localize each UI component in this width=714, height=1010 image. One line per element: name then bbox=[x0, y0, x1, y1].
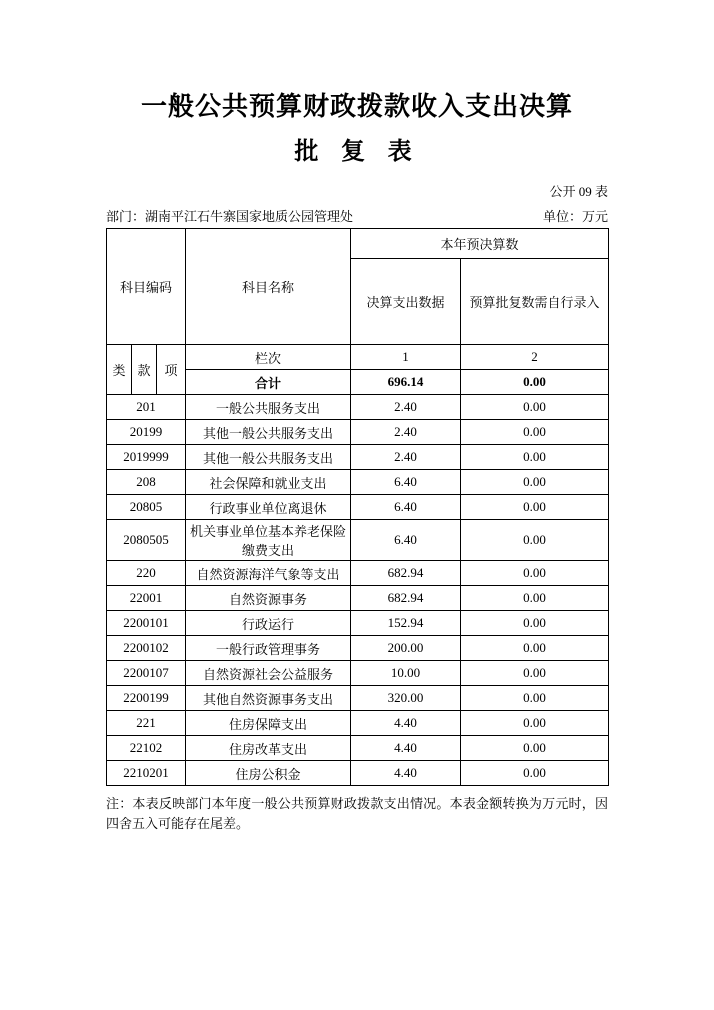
name-cell: 住房改革支出 bbox=[186, 736, 351, 761]
header-class: 类 bbox=[107, 345, 132, 395]
table-row bbox=[107, 661, 609, 686]
name-cell: 社会保障和就业支出 bbox=[186, 470, 351, 495]
name-cell: 自然资源事务 bbox=[186, 586, 351, 611]
budget-cell: 0.00 bbox=[461, 495, 609, 520]
table-row bbox=[107, 395, 609, 420]
budget-cell: 0.00 bbox=[461, 636, 609, 661]
table-row bbox=[107, 636, 609, 661]
table-row bbox=[107, 520, 609, 561]
header-rank-1: 1 bbox=[351, 345, 461, 370]
name-cell: 自然资源社会公益服务 bbox=[186, 661, 351, 686]
name-cell: 住房公积金 bbox=[186, 761, 351, 786]
code-cell: 22001 bbox=[107, 586, 186, 611]
name-cell: 自然资源海洋气象等支出 bbox=[186, 561, 351, 586]
code-cell: 220 bbox=[107, 561, 186, 586]
table-row bbox=[107, 686, 609, 711]
budget-cell: 0.00 bbox=[461, 686, 609, 711]
table-row bbox=[107, 586, 609, 611]
header-row-1 bbox=[107, 229, 609, 259]
table-row bbox=[107, 611, 609, 636]
code-cell: 2019999 bbox=[107, 445, 186, 470]
final-cell: 682.94 bbox=[351, 586, 461, 611]
name-cell: 行政事业单位离退休 bbox=[186, 495, 351, 520]
table-row bbox=[107, 445, 609, 470]
final-cell: 2.40 bbox=[351, 395, 461, 420]
header-row-3 bbox=[107, 345, 609, 370]
budget-cell: 0.00 bbox=[461, 611, 609, 636]
table-row bbox=[107, 736, 609, 761]
code-cell: 201 bbox=[107, 395, 186, 420]
name-cell: 其他一般公共服务支出 bbox=[186, 420, 351, 445]
page-content bbox=[106, 181, 608, 834]
final-cell: 4.40 bbox=[351, 761, 461, 786]
total-label: 合计 bbox=[186, 370, 351, 395]
form-number: 公开 09 表 bbox=[549, 184, 608, 199]
name-cell: 其他自然资源事务支出 bbox=[186, 686, 351, 711]
code-cell: 208 bbox=[107, 470, 186, 495]
final-cell: 6.40 bbox=[351, 470, 461, 495]
table-row bbox=[107, 495, 609, 520]
header-section: 款 bbox=[132, 345, 157, 395]
header-item: 项 bbox=[157, 345, 186, 395]
final-cell: 4.40 bbox=[351, 736, 461, 761]
budget-cell: 0.00 bbox=[461, 761, 609, 786]
name-cell: 一般行政管理事务 bbox=[186, 636, 351, 661]
code-cell: 20199 bbox=[107, 420, 186, 445]
header-budget-col: 预算批复数需自行录入 bbox=[461, 259, 609, 345]
budget-cell: 0.00 bbox=[461, 420, 609, 445]
budget-cell: 0.00 bbox=[461, 561, 609, 586]
header-final-col: 决算支出数据 bbox=[351, 259, 461, 345]
budget-cell: 0.00 bbox=[461, 661, 609, 686]
final-cell: 4.40 bbox=[351, 711, 461, 736]
budget-cell: 0.00 bbox=[461, 445, 609, 470]
table-row bbox=[107, 711, 609, 736]
final-cell: 6.40 bbox=[351, 520, 461, 561]
final-cell: 6.40 bbox=[351, 495, 461, 520]
table-row bbox=[107, 561, 609, 586]
table-row bbox=[107, 761, 609, 786]
code-cell: 2200102 bbox=[107, 636, 186, 661]
budget-cell: 0.00 bbox=[461, 736, 609, 761]
final-cell: 2.40 bbox=[351, 420, 461, 445]
final-cell: 682.94 bbox=[351, 561, 461, 586]
code-cell: 20805 bbox=[107, 495, 186, 520]
budget-cell: 0.00 bbox=[461, 520, 609, 561]
code-cell: 2200107 bbox=[107, 661, 186, 686]
budget-cell: 0.00 bbox=[461, 470, 609, 495]
footnote: 注：本表反映部门本年度一般公共预算财政拨款支出情况。本表金额转换为万元时，因四舍五入可能存在尾差。 bbox=[106, 796, 608, 832]
total-budget: 0.00 bbox=[461, 370, 609, 395]
header-year-group: 本年预决算数 bbox=[351, 229, 609, 259]
code-cell: 2200199 bbox=[107, 686, 186, 711]
page-subtitle: 批 复 表 bbox=[294, 138, 420, 165]
final-cell: 320.00 bbox=[351, 686, 461, 711]
header-rank-2: 2 bbox=[461, 345, 609, 370]
code-cell: 2080505 bbox=[107, 520, 186, 561]
unit-label: 单位：万元 bbox=[542, 209, 608, 224]
final-cell: 10.00 bbox=[351, 661, 461, 686]
name-cell: 住房保障支出 bbox=[186, 711, 351, 736]
code-cell: 2210201 bbox=[107, 761, 186, 786]
final-cell: 2.40 bbox=[351, 445, 461, 470]
code-cell: 2200101 bbox=[107, 611, 186, 636]
code-cell: 22102 bbox=[107, 736, 186, 761]
budget-cell: 0.00 bbox=[461, 711, 609, 736]
name-cell: 其他一般公共服务支出 bbox=[186, 445, 351, 470]
code-cell: 221 bbox=[107, 711, 186, 736]
budget-cell: 0.00 bbox=[461, 395, 609, 420]
budget-table bbox=[106, 228, 609, 786]
name-cell: 行政运行 bbox=[186, 611, 351, 636]
page-title: 一般公共预算财政拨款收入支出决算 bbox=[140, 91, 573, 121]
department-label: 部门：湖南平江石牛寨国家地质公园管理处 bbox=[106, 209, 354, 224]
final-cell: 200.00 bbox=[351, 636, 461, 661]
header-subject-name: 科目名称 bbox=[186, 229, 351, 345]
header-rank-label: 栏次 bbox=[186, 345, 351, 370]
final-cell: 152.94 bbox=[351, 611, 461, 636]
total-final: 696.14 bbox=[351, 370, 461, 395]
name-cell: 一般公共服务支出 bbox=[186, 395, 351, 420]
meta-row bbox=[106, 206, 608, 225]
budget-cell: 0.00 bbox=[461, 586, 609, 611]
header-subject-code: 科目编码 bbox=[107, 229, 186, 345]
name-cell: 机关事业单位基本养老保险缴费支出 bbox=[186, 520, 351, 561]
table-row bbox=[107, 420, 609, 445]
table-row bbox=[107, 470, 609, 495]
